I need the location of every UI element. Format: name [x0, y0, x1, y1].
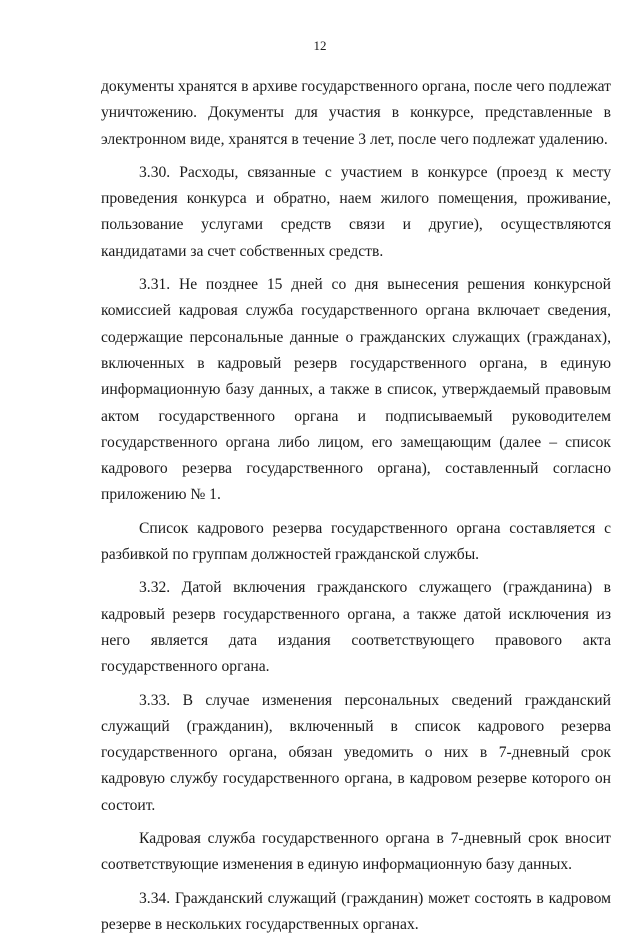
- paragraph-3-32: 3.32. Датой включения гражданского служащего (гражданина) в кадровый резерв государственного органа, а также датой исключения из него является дата издания соответствующего правового акта государственного органа.: [101, 579, 611, 676]
- paragraph-hr-changes: Кадровая служба государственного органа в 7-дневный срок вносит соответствующие изменения в единую информационную базу данных.: [101, 830, 611, 874]
- paragraph-3-33: 3.33. В случае изменения персональных сведений гражданский служащий (гражданин), включенный в список кадрового резерва государственного органа, обязан уведомить о них в 7-дневный срок кадровую службу государственного органа, в кадровом резерве которого он состоит.: [101, 691, 611, 814]
- paragraph-continuation: документы хранятся в архиве государственного органа, после чего подлежат уничтожению. Документы для участия в конкурсе, представленные в электронном виде, хранятся в течение 3 лет, после чего подлежат удалению.: [101, 78, 611, 148]
- document-body: [101, 74, 611, 938]
- paragraph-3-30: 3.30. Расходы, связанные с участием в конкурсе (проезд к месту проведения конкурса и обратно, наем жилого помещения, проживание, пользование услугами средств связи и другие), осуществляются кандидатами за счет собственных средств.: [101, 163, 611, 260]
- page-number: 12: [313, 38, 327, 53]
- paragraph-3-34: 3.34. Гражданский служащий (гражданин) может состоять в кадровом резерве в нескольких государственных органах.: [101, 889, 611, 933]
- paragraph-3-31: 3.31. Не позднее 15 дней со дня вынесения решения конкурсной комиссией кадровая служба государственного органа включает сведения, содержащие персональные данные о гражданских служащих (гражданах), включенных в кадровый резерв государственного органа, в единую информационную базу данных, а также в список, утверждаемый правовым актом государственного органа и подписываемый руководителем государственного органа либо лицом, его замещающим (далее – список кадрового резерва государственного органа), составленный согласно приложению № 1.: [101, 276, 611, 504]
- paragraph-reserve-list: Список кадрового резерва государственного органа составляется с разбивкой по группам должностей гражданской службы.: [101, 519, 611, 564]
